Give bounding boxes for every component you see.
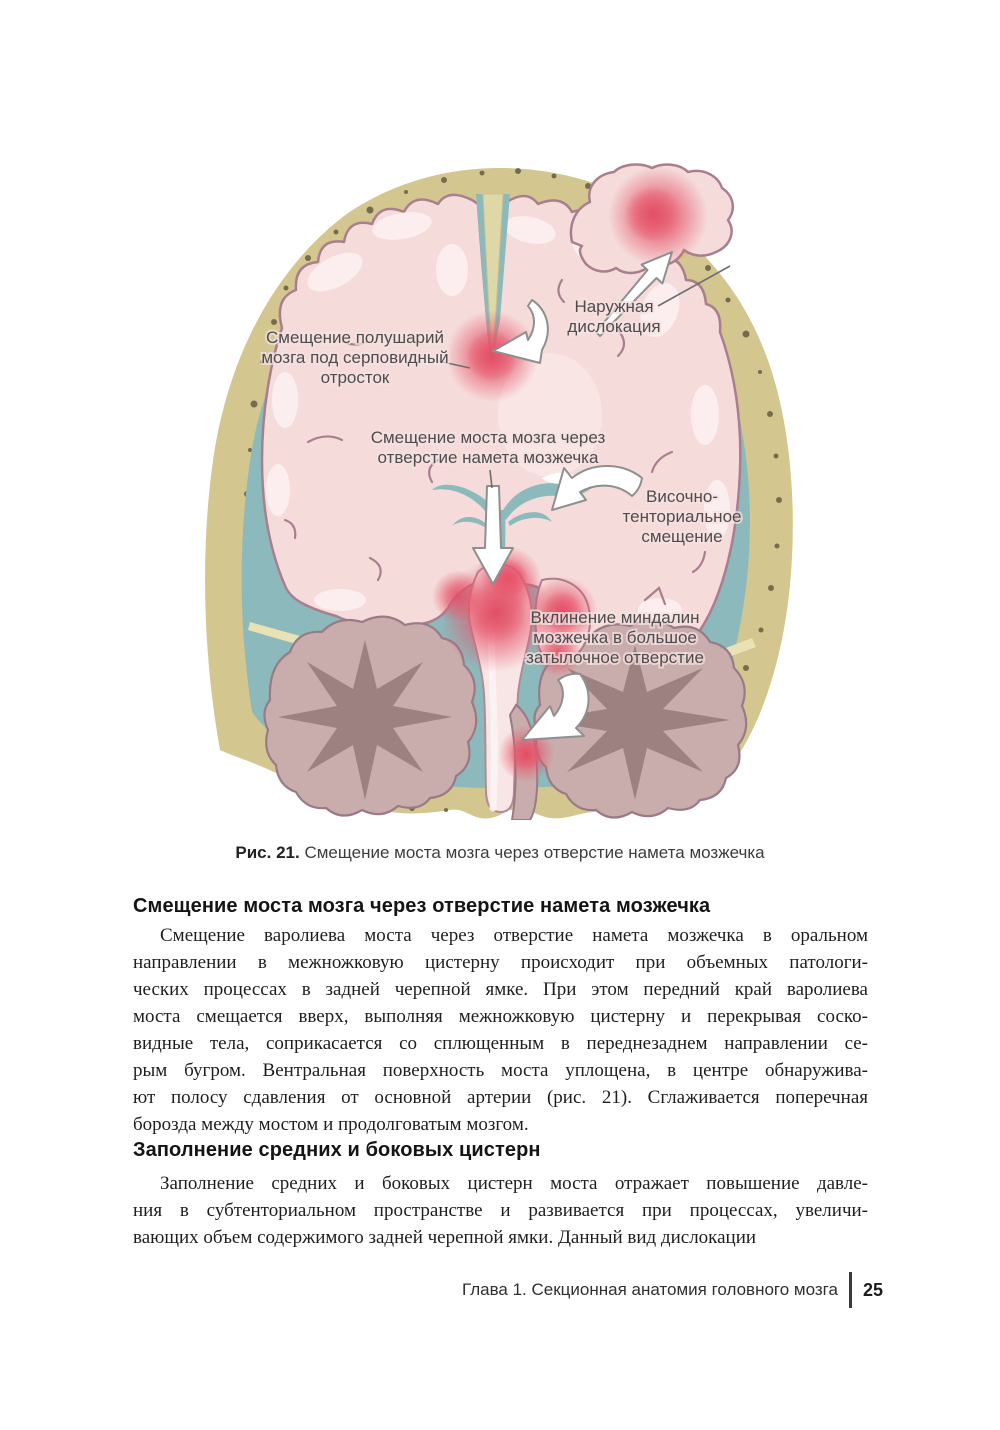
running-title: Глава 1. Секционная анатомия головного мозга: [461, 1280, 838, 1299]
text-line: видные тела, соприкасается со сплющенным в переднезаднем направлении се-: [133, 1033, 868, 1054]
text-line: рым бугром. Вентральная поверхность моста уплощена, в центре обнаружива-: [133, 1060, 868, 1081]
label-external-dislocation: дислокация: [567, 317, 661, 336]
section-heading: Заполнение средних и боковых цистерн: [133, 1139, 541, 1161]
figure-caption-text: Смещение моста мозга через отверстие намета мозжечка: [304, 843, 765, 862]
text-column: [133, 894, 868, 1251]
text-line: моста смещается вверх, выполняя межножковую цистерну и перекрывая соско-: [133, 1006, 868, 1027]
label-pons-shift: отверстие намета мозжечка: [377, 448, 599, 467]
label-temporo-tentorial: Височно-: [646, 487, 718, 506]
text-line: направлении в межножковую цистерну происходит при объемных патологи-: [133, 952, 868, 973]
label-temporo-tentorial: тенториальное: [622, 507, 742, 526]
external-herniation: [571, 165, 733, 273]
section-heading: Смещение моста мозга через отверстие намета мозжечка: [133, 895, 711, 917]
label-tonsil-herniation: мозжечка в большое: [533, 628, 697, 647]
text-line: ют полосу сдавления от основной артерии (рис. 21). Сглаживается поперечная: [133, 1087, 868, 1108]
label-hemisphere-shift: мозга под серповидный: [261, 348, 449, 367]
label-tonsil-herniation: Вклинение миндалин: [530, 608, 700, 627]
text-line: вающих объем содержимого задней черепной ямки. Данный вид дислокации: [133, 1227, 757, 1248]
text-line: Смещение варолиева моста через отверстие намета мозжечка в оральном: [160, 925, 868, 946]
label-temporo-tentorial: смещение: [641, 527, 723, 546]
label-pons-shift: Смещение моста мозга через: [370, 428, 606, 447]
label-tonsil-herniation: затылочное отверстие: [526, 648, 704, 667]
figure-21: [190, 160, 810, 820]
label-external-dislocation: Наружная: [574, 297, 654, 316]
brain-dislocation-diagram: [190, 160, 810, 820]
paragraph: [133, 922, 868, 1138]
figure-caption: [0, 843, 1000, 863]
figure-caption-number: Рис. 21.: [235, 843, 300, 862]
label-hemisphere-shift: отросток: [320, 368, 390, 387]
page-footer: [462, 1270, 883, 1310]
page-number: 25: [862, 1279, 883, 1300]
footer-divider: [849, 1272, 852, 1308]
paragraph: [133, 1170, 868, 1251]
text-line: ния в субтенториальном пространстве и развивается при процессах, увеличи-: [133, 1200, 868, 1221]
text-line: ческих процессах в задней черепной ямке. При этом передний край варолиева: [133, 979, 868, 1000]
text-line: Заполнение средних и боковых цистерн моста отражает повышение давле-: [160, 1173, 868, 1194]
label-hemisphere-shift: Смещение полушарий: [266, 328, 444, 347]
text-line: борозда между мостом и продолговатым мозгом.: [133, 1114, 529, 1135]
